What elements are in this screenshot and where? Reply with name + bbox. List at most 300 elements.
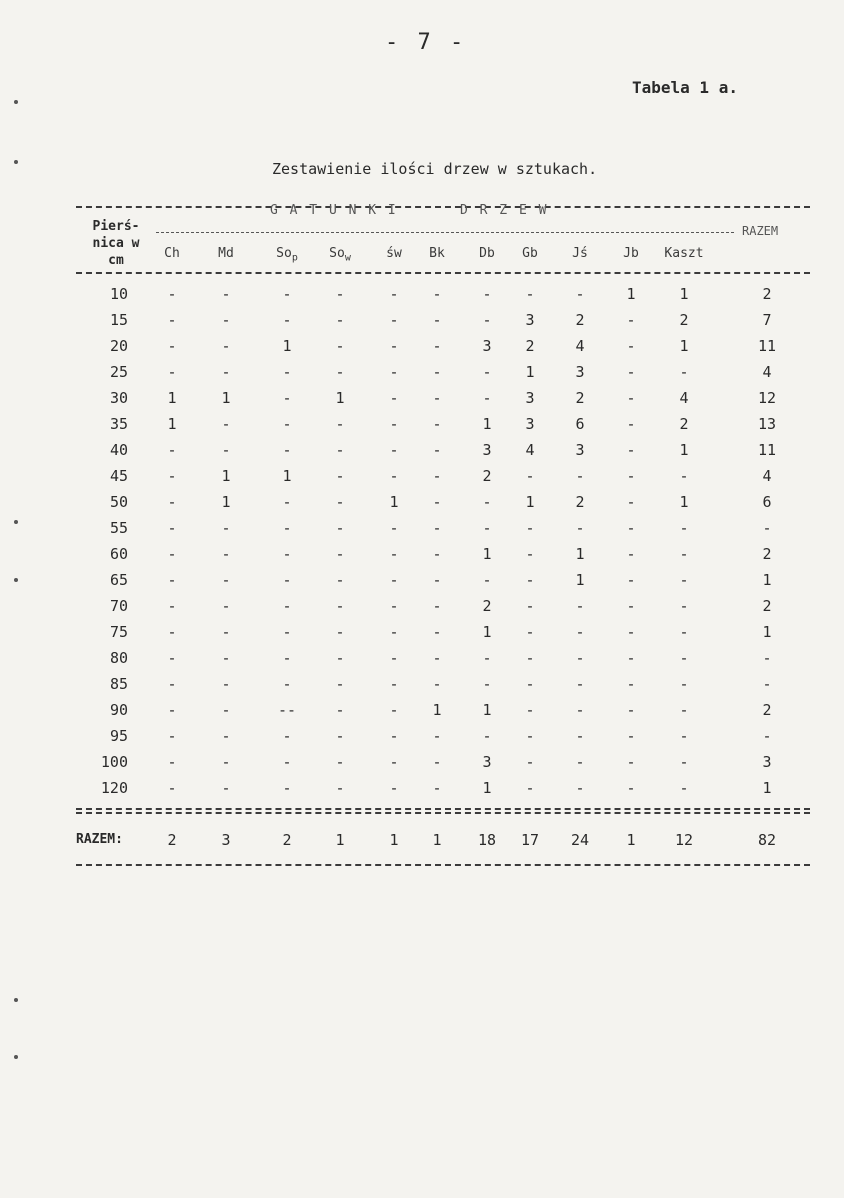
count-cell: - [432, 727, 442, 745]
page-number: - 7 - [385, 30, 467, 55]
count-cell: - [679, 623, 689, 641]
count-cell: - [575, 519, 585, 537]
row-total-cell: 7 [762, 311, 772, 329]
count-cell: - [626, 493, 636, 511]
diameter-cell: 70 [109, 597, 128, 615]
row-total-cell: 12 [757, 389, 777, 407]
count-cell: - [525, 675, 535, 693]
row-total-cell: 2 [762, 285, 772, 303]
count-cell: - [482, 571, 492, 589]
diameter-cell: 60 [109, 545, 128, 563]
binder-hole-mark [14, 998, 18, 1002]
count-cell: - [167, 597, 177, 615]
count-cell: - [679, 701, 689, 719]
diameter-cell: 50 [109, 493, 128, 511]
count-cell: - [389, 753, 399, 771]
count-cell: - [335, 623, 345, 641]
count-cell: - [432, 675, 442, 693]
row-total-cell: 3 [762, 753, 772, 771]
count-cell: 2 [679, 311, 689, 329]
count-cell: - [432, 597, 442, 615]
count-cell: - [626, 337, 636, 355]
row-total-cell: 2 [762, 701, 772, 719]
count-cell: - [221, 753, 231, 771]
species-group-header: G A T U N K I [270, 203, 398, 218]
count-cell: - [575, 467, 585, 485]
count-cell: - [167, 545, 177, 563]
row-total-cell: 1 [762, 623, 772, 641]
count-cell: - [432, 285, 442, 303]
column-header: Jś [572, 246, 588, 261]
count-cell: - [335, 675, 345, 693]
diameter-header-line: Pierś- [92, 219, 140, 234]
count-cell: - [335, 363, 345, 381]
column-total-cell: 3 [221, 831, 231, 849]
count-cell: - [626, 389, 636, 407]
count-cell: 3 [575, 363, 585, 381]
column-header: Kaszt [664, 246, 704, 261]
group-header-rule [156, 232, 734, 233]
count-cell: - [525, 701, 535, 719]
totals-label: RAZEM: [76, 832, 123, 847]
count-cell: 1 [525, 363, 535, 381]
diameter-cell: 35 [109, 415, 128, 433]
body-bottom-rule [76, 808, 810, 810]
count-cell: - [626, 363, 636, 381]
count-cell: - [335, 285, 345, 303]
count-cell: - [282, 285, 292, 303]
count-cell: - [335, 753, 345, 771]
count-cell: 1 [482, 701, 492, 719]
count-cell: - [626, 753, 636, 771]
column-total-cell: 1 [389, 831, 399, 849]
count-cell: - [167, 519, 177, 537]
column-header: Md [218, 246, 234, 261]
count-cell: 1 [679, 337, 689, 355]
count-cell: 1 [282, 337, 292, 355]
count-cell: 3 [525, 389, 535, 407]
count-cell: 1 [221, 493, 231, 511]
count-cell: - [389, 285, 399, 303]
diameter-header-line: nica w [92, 236, 140, 251]
count-cell: - [679, 649, 689, 667]
row-total-cell: 1 [762, 779, 772, 797]
count-cell: - [482, 493, 492, 511]
count-cell: - [482, 389, 492, 407]
count-cell: - [626, 519, 636, 537]
count-cell: - [626, 701, 636, 719]
diameter-cell: 40 [109, 441, 128, 459]
diameter-cell: 45 [109, 467, 128, 485]
count-cell: - [389, 363, 399, 381]
diameter-cell: 95 [109, 727, 128, 745]
count-cell: 1 [575, 545, 585, 563]
count-cell: - [389, 571, 399, 589]
count-cell: - [525, 597, 535, 615]
total-column-header: RAZEM [742, 224, 779, 238]
count-cell: - [525, 571, 535, 589]
count-cell: 1 [389, 493, 399, 511]
column-header: Jb [623, 246, 639, 261]
count-cell: - [482, 675, 492, 693]
count-cell: - [432, 571, 442, 589]
count-cell: - [221, 363, 231, 381]
count-cell: - [167, 675, 177, 693]
count-cell: - [679, 753, 689, 771]
diameter-cell: 90 [109, 701, 128, 719]
count-cell: - [525, 779, 535, 797]
count-cell: - [221, 597, 231, 615]
count-cell: - [626, 779, 636, 797]
row-total-cell: 11 [757, 337, 777, 355]
count-cell: - [432, 649, 442, 667]
count-cell: - [679, 597, 689, 615]
row-total-cell: 2 [762, 545, 772, 563]
count-cell: - [282, 675, 292, 693]
count-cell: - [482, 649, 492, 667]
count-cell: - [389, 623, 399, 641]
count-cell: - [432, 545, 442, 563]
count-cell: 2 [575, 311, 585, 329]
count-cell: - [525, 623, 535, 641]
count-cell: 1 [432, 701, 442, 719]
count-cell: - [167, 753, 177, 771]
count-cell: - [626, 441, 636, 459]
column-total-cell: 17 [520, 831, 540, 849]
count-cell: - [221, 545, 231, 563]
count-cell: - [626, 311, 636, 329]
count-cell: - [335, 415, 345, 433]
count-cell: - [679, 779, 689, 797]
count-cell: - [282, 753, 292, 771]
row-total-cell: 2 [762, 597, 772, 615]
count-cell: - [525, 285, 535, 303]
species-group-header-2: D R Z E W [460, 203, 549, 218]
column-total-cell: 2 [282, 831, 292, 849]
diameter-cell: 75 [109, 623, 128, 641]
column-total-cell: 18 [477, 831, 497, 849]
count-cell: 2 [679, 415, 689, 433]
count-cell: 4 [575, 337, 585, 355]
count-cell: 1 [679, 493, 689, 511]
count-cell: - [335, 493, 345, 511]
count-cell: - [432, 623, 442, 641]
count-cell: 4 [679, 389, 689, 407]
count-cell: - [482, 727, 492, 745]
count-cell: - [575, 285, 585, 303]
count-cell: - [389, 389, 399, 407]
count-cell: - [167, 493, 177, 511]
count-cell: 1 [575, 571, 585, 589]
binder-hole-mark [14, 160, 18, 164]
count-cell: - [335, 779, 345, 797]
diameter-header [76, 218, 156, 269]
count-cell: - [482, 519, 492, 537]
count-cell: 1 [482, 415, 492, 433]
row-total-cell: 13 [757, 415, 777, 433]
count-cell: - [626, 623, 636, 641]
count-cell: - [389, 519, 399, 537]
row-total-cell: 4 [762, 363, 772, 381]
count-cell: - [335, 701, 345, 719]
count-cell: - [282, 493, 292, 511]
count-cell: - [432, 519, 442, 537]
diameter-cell: 120 [100, 779, 128, 797]
count-cell: - [525, 545, 535, 563]
count-cell: - [432, 779, 442, 797]
count-cell: - [432, 311, 442, 329]
count-cell: - [167, 363, 177, 381]
count-cell: 1 [525, 493, 535, 511]
count-cell: - [482, 285, 492, 303]
diameter-cell: 10 [109, 285, 128, 303]
count-cell: 1 [335, 389, 345, 407]
count-cell: 1 [282, 467, 292, 485]
count-cell: - [167, 571, 177, 589]
count-cell: - [389, 441, 399, 459]
count-cell: - [482, 363, 492, 381]
count-cell: - [482, 311, 492, 329]
diameter-cell: 80 [109, 649, 128, 667]
count-cell: - [221, 571, 231, 589]
count-cell: - [282, 779, 292, 797]
count-cell: - [282, 311, 292, 329]
count-cell: - [525, 519, 535, 537]
table-top-rule [76, 206, 810, 208]
binder-hole-mark [14, 1055, 18, 1059]
binder-hole-mark [14, 520, 18, 524]
count-cell: - [221, 337, 231, 355]
count-cell: - [389, 701, 399, 719]
count-cell: - [221, 415, 231, 433]
row-total-cell: 4 [762, 467, 772, 485]
count-cell: - [575, 597, 585, 615]
count-cell: - [432, 467, 442, 485]
count-cell: - [389, 597, 399, 615]
count-cell: - [389, 415, 399, 433]
count-cell: - [335, 337, 345, 355]
count-cell: - [335, 649, 345, 667]
count-cell: - [221, 701, 231, 719]
count-cell: 2 [575, 389, 585, 407]
count-cell: - [432, 441, 442, 459]
count-cell: 1 [679, 441, 689, 459]
count-cell: - [167, 285, 177, 303]
body-bottom-rule-2 [76, 812, 810, 814]
count-cell: - [575, 727, 585, 745]
count-cell: - [167, 779, 177, 797]
count-cell: 3 [525, 311, 535, 329]
row-total-cell: - [762, 727, 772, 745]
count-cell: - [389, 311, 399, 329]
count-cell: - [432, 389, 442, 407]
count-cell: - [335, 545, 345, 563]
header-bottom-rule [76, 272, 810, 274]
count-cell: - [626, 649, 636, 667]
count-cell: - [575, 675, 585, 693]
count-cell: - [626, 467, 636, 485]
count-cell: - [679, 363, 689, 381]
count-cell: 3 [575, 441, 585, 459]
diameter-cell: 25 [109, 363, 128, 381]
count-cell: - [389, 675, 399, 693]
count-cell: - [432, 753, 442, 771]
count-cell: - [525, 649, 535, 667]
column-total-cell: 24 [570, 831, 590, 849]
count-cell: - [626, 597, 636, 615]
count-cell: - [525, 753, 535, 771]
row-total-cell: - [762, 675, 772, 693]
row-total-cell: 1 [762, 571, 772, 589]
count-cell: 2 [482, 597, 492, 615]
count-cell: - [167, 337, 177, 355]
count-cell: - [221, 519, 231, 537]
count-cell: - [335, 727, 345, 745]
diameter-cell: 65 [109, 571, 128, 589]
count-cell: - [335, 467, 345, 485]
count-cell: - [679, 727, 689, 745]
count-cell: - [167, 311, 177, 329]
count-cell: 3 [482, 753, 492, 771]
count-cell: - [432, 337, 442, 355]
binder-hole-mark [14, 100, 18, 104]
count-cell: - [525, 727, 535, 745]
count-cell: - [282, 727, 292, 745]
column-header: Gb [522, 246, 538, 261]
count-cell: - [389, 337, 399, 355]
column-total-cell: 2 [167, 831, 177, 849]
column-total-cell: 12 [674, 831, 694, 849]
count-cell: 1 [679, 285, 689, 303]
count-cell: - [575, 701, 585, 719]
count-cell: - [221, 441, 231, 459]
count-cell: - [167, 727, 177, 745]
row-total-cell: 11 [757, 441, 777, 459]
table-bottom-rule [76, 864, 810, 866]
count-cell: - [679, 675, 689, 693]
count-cell: - [626, 675, 636, 693]
binder-hole-mark [14, 578, 18, 582]
count-cell: 1 [167, 389, 177, 407]
column-header: $So_p$ [276, 246, 298, 264]
count-cell: - [221, 649, 231, 667]
count-cell: - [389, 779, 399, 797]
count-cell: - [167, 701, 177, 719]
count-cell: 3 [482, 337, 492, 355]
count-cell: - [335, 571, 345, 589]
count-cell: - [626, 415, 636, 433]
count-cell: - [282, 363, 292, 381]
count-cell: - [575, 623, 585, 641]
count-cell: - [282, 389, 292, 407]
count-cell: - [167, 623, 177, 641]
column-header: Ch [164, 246, 180, 261]
count-cell: - [432, 493, 442, 511]
count-cell: - [626, 545, 636, 563]
count-cell: - [575, 779, 585, 797]
row-total-cell: 6 [762, 493, 772, 511]
count-cell: - [221, 285, 231, 303]
count-cell: - [167, 441, 177, 459]
grand-total-cell: 82 [757, 831, 777, 849]
count-cell: - [282, 597, 292, 615]
count-cell: - [282, 623, 292, 641]
column-total-cell: 1 [335, 831, 345, 849]
count-cell: - [626, 727, 636, 745]
diameter-cell: 55 [109, 519, 128, 537]
count-cell: - [335, 597, 345, 615]
count-cell: 4 [525, 441, 535, 459]
count-cell: - [679, 519, 689, 537]
count-cell: 1 [482, 545, 492, 563]
diameter-cell: 20 [109, 337, 128, 355]
diameter-header-line: cm [108, 253, 124, 268]
count-cell: 1 [482, 779, 492, 797]
count-cell: - [335, 519, 345, 537]
count-cell: - [432, 363, 442, 381]
diameter-cell: 30 [109, 389, 128, 407]
count-cell: - [389, 467, 399, 485]
count-cell: 2 [482, 467, 492, 485]
count-cell: - [221, 623, 231, 641]
column-total-cell: 1 [432, 831, 442, 849]
count-cell: - [282, 415, 292, 433]
count-cell: 1 [482, 623, 492, 641]
table-id: Tabela 1 a. [632, 78, 738, 97]
count-cell: - [679, 571, 689, 589]
count-cell: 1 [626, 285, 636, 303]
row-total-cell: - [762, 649, 772, 667]
diameter-cell: 100 [100, 753, 128, 771]
count-cell: - [282, 571, 292, 589]
column-header: Bk [429, 246, 445, 261]
count-cell: - [282, 441, 292, 459]
diameter-cell: 15 [109, 311, 128, 329]
count-cell: 6 [575, 415, 585, 433]
count-cell: - [389, 649, 399, 667]
count-cell: 1 [167, 415, 177, 433]
count-cell: - [282, 519, 292, 537]
count-cell: - [167, 649, 177, 667]
count-cell: 1 [221, 389, 231, 407]
count-cell: - [335, 311, 345, 329]
count-cell: - [679, 545, 689, 563]
row-total-cell: - [762, 519, 772, 537]
count-cell: 3 [525, 415, 535, 433]
column-header: $So_w$ [329, 246, 351, 264]
count-cell: - [167, 467, 177, 485]
count-cell: - [575, 649, 585, 667]
count-cell: 2 [575, 493, 585, 511]
count-cell: - [432, 415, 442, 433]
column-total-cell: 1 [626, 831, 636, 849]
count-cell: - [679, 467, 689, 485]
count-cell: - [575, 753, 585, 771]
count-cell: 3 [482, 441, 492, 459]
diameter-cell: 85 [109, 675, 128, 693]
count-cell: - [282, 545, 292, 563]
count-cell: -- [277, 701, 297, 719]
count-cell: - [389, 545, 399, 563]
count-cell: - [221, 727, 231, 745]
column-header: Db [479, 246, 495, 261]
count-cell: - [525, 467, 535, 485]
count-cell: 2 [525, 337, 535, 355]
count-cell: 1 [221, 467, 231, 485]
count-cell: - [221, 311, 231, 329]
column-header: św [386, 246, 402, 261]
count-cell: - [221, 675, 231, 693]
